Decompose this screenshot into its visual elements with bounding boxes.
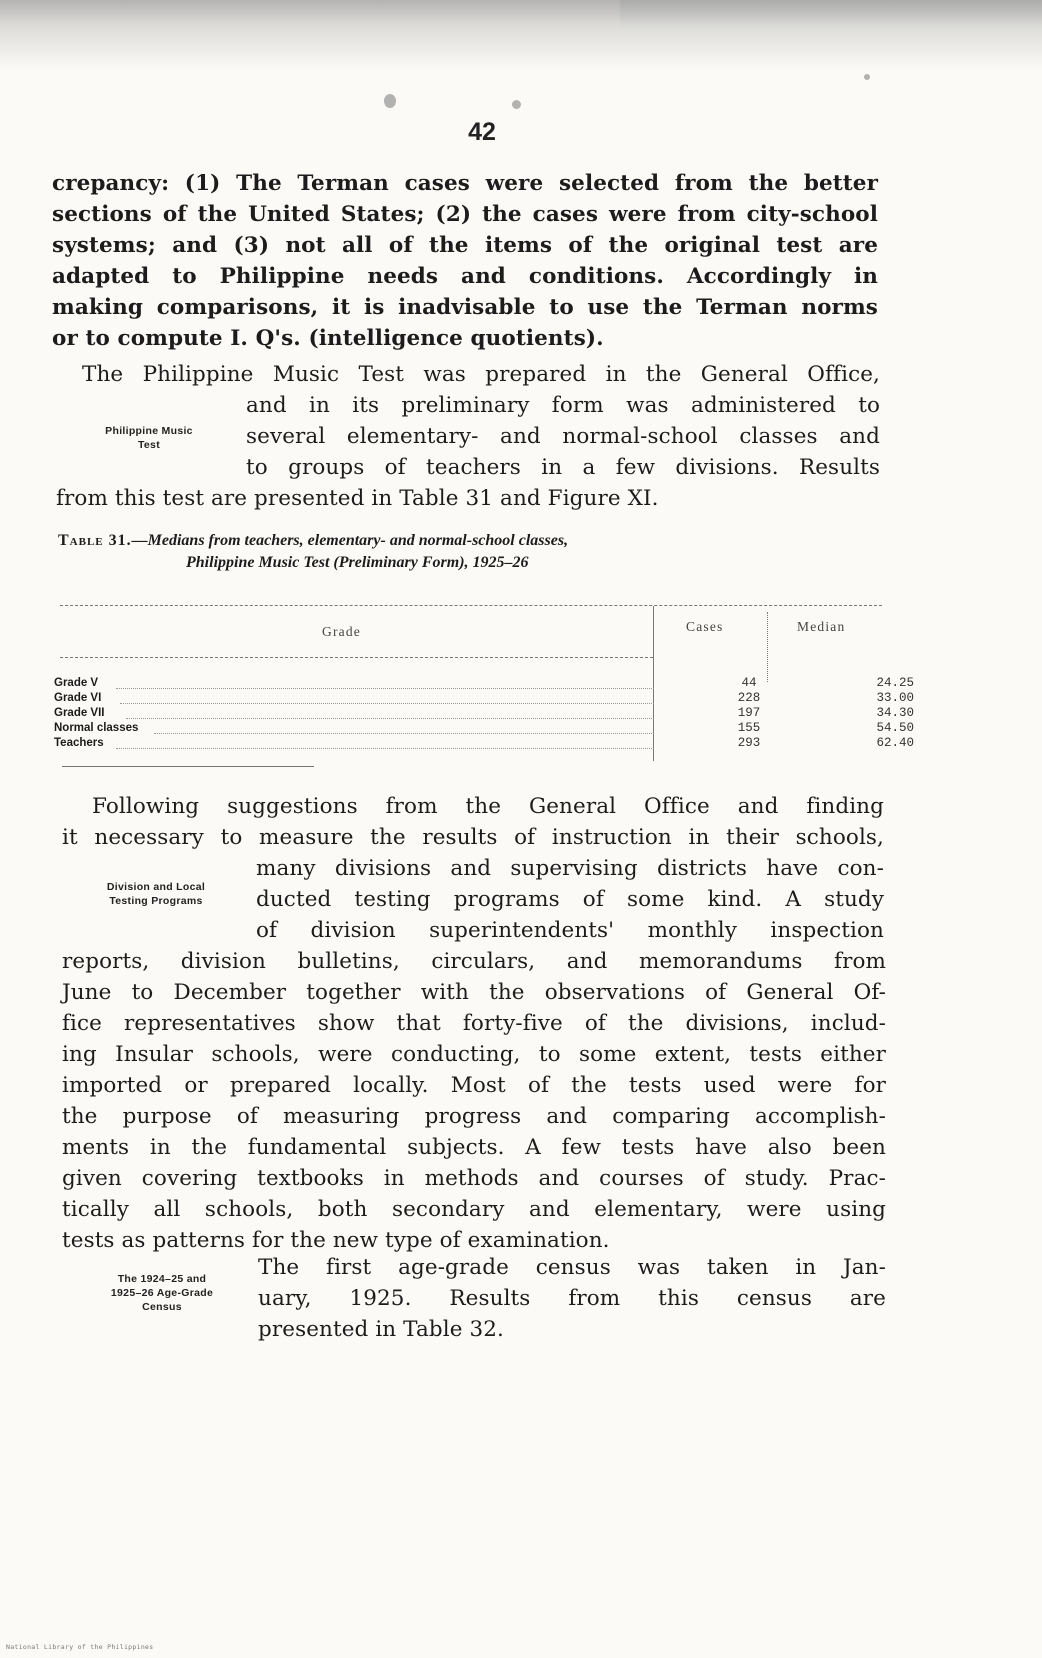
text-line: tically all schools, both secondary and elementary, were using — [62, 1197, 886, 1222]
paragraph-discrepancy — [52, 168, 878, 354]
table-cell-grade: Grade VI — [54, 692, 102, 704]
table-row — [54, 706, 914, 720]
sidenote-line: Testing Programs — [109, 895, 203, 907]
text-line: making comparisons, it is inadvisable to use the Terman norms — [52, 295, 878, 320]
paragraph-music-test-first — [82, 359, 880, 390]
text-line: ments in the fundamental subjects. A few tests have also been — [62, 1135, 886, 1160]
table-cell-median: 34.30 — [876, 706, 914, 720]
text-line: and in its preliminary form was administered to — [246, 393, 880, 418]
table-leader-dots — [116, 734, 654, 749]
text-line: systems; and (3) not all of the items of the original test are — [52, 233, 878, 258]
table-caption-line2: Philippine Music Test (Preliminary Form), 1925–26 — [186, 554, 529, 571]
sidenote-division-testing — [66, 880, 246, 908]
scan-speck — [384, 94, 396, 108]
table-row — [54, 691, 914, 705]
sidenote-line: Census — [142, 1301, 182, 1313]
page-number: 42 — [468, 118, 496, 146]
scan-speck — [864, 74, 870, 80]
text-line: from this test are presented in Table 31 and Figure XI. — [56, 486, 659, 511]
table-header-grade: Grade — [322, 624, 361, 639]
scan-top-shadow-right — [620, 0, 1042, 30]
text-line: several elementary- and normal-school classes and — [246, 424, 880, 449]
table-cell-median: 54.50 — [876, 721, 914, 735]
table-column-divider — [767, 612, 768, 682]
table-top-rule — [60, 605, 882, 606]
text-line: crepancy: (1) The Terman cases were selected from the better — [52, 171, 878, 196]
table-header-median: Median — [797, 619, 846, 634]
table-leader-dots — [120, 689, 654, 704]
table-row — [54, 736, 914, 750]
table-cell-grade: Normal classes — [54, 722, 139, 734]
sidenote-line: 1925–26 Age-Grade — [110, 1287, 214, 1299]
text-line: given covering textbooks in methods and courses of study. Prac- — [62, 1166, 886, 1191]
sidenote-line: Philippine Music — [105, 425, 193, 437]
sidenote-age-grade-census — [72, 1272, 252, 1314]
text-line: or to compute I. Q's. (intelligence quotients). — [52, 326, 604, 351]
paragraph-following-rest — [62, 946, 886, 1256]
table-header-cases: Cases — [686, 619, 724, 634]
table-cell-median: 24.25 — [876, 676, 914, 690]
text-line: it necessary to measure the results of instruction in their schools, — [62, 825, 884, 850]
table-leader-dots — [116, 674, 654, 689]
table-caption — [58, 530, 898, 574]
paragraph-music-test-last — [56, 483, 880, 514]
sidenote-line: Division and Local — [106, 881, 206, 893]
table-bottom-rule — [62, 766, 314, 767]
table-caption-line1: —Medians from teachers, elementary- and normal-school classes, — [131, 532, 569, 549]
table-leader-dots — [126, 704, 654, 719]
text-line: to groups of teachers in a few divisions. Results — [246, 455, 880, 480]
paragraph-following-first — [92, 791, 884, 822]
sidenote-line: The 1924–25 and — [117, 1273, 207, 1285]
text-line: presented in Table 32. — [258, 1317, 504, 1342]
table-cell-cases: 44 — [741, 676, 757, 690]
text-line: sections of the United States; (2) the cases were from city-school — [52, 202, 878, 227]
table-row — [54, 721, 914, 735]
text-line: imported or prepared locally. Most of the tests used were for — [62, 1073, 886, 1098]
text-line: June to December together with the observations of General Of- — [62, 980, 886, 1005]
text-line: the purpose of measuring progress and comparing accomplish- — [62, 1104, 886, 1129]
text-line: reports, division bulletins, circulars, and memorandums from — [62, 949, 886, 974]
sidenote-line: Test — [137, 439, 160, 451]
text-line: uary, 1925. Results from this census are — [258, 1286, 886, 1311]
table-caption-lead: Table 31. — [58, 532, 132, 549]
scan-footer: National Library of the Philippines — [6, 1643, 154, 1651]
scan-speck — [512, 100, 521, 109]
text-line: many divisions and supervising districts have con- — [256, 856, 884, 881]
table-leader-dots — [154, 719, 654, 734]
table-cell-cases: 155 — [737, 721, 761, 735]
text-line: ducted testing programs of some kind. A study — [256, 887, 884, 912]
table-cell-cases: 228 — [737, 691, 761, 705]
table-row — [54, 676, 914, 690]
text-line: The first age-grade census was taken in Jan- — [258, 1255, 886, 1280]
text-line: of division superintendents' monthly inspection — [256, 918, 884, 943]
text-line: tests as patterns for the new type of examination. — [62, 1228, 610, 1253]
paragraph-following-indented — [256, 853, 884, 946]
text-line: Following suggestions from the General Office and finding — [92, 794, 884, 819]
paragraph-music-test-indented — [246, 390, 880, 483]
text-line: adapted to Philippine needs and conditions. Accordingly in — [52, 264, 878, 289]
paragraph-age-grade-census — [258, 1252, 886, 1345]
text-line: fice representatives show that forty-five of the divisions, includ- — [62, 1011, 886, 1036]
text-line: The Philippine Music Test was prepared in the General Office, — [82, 362, 880, 387]
table-cell-median: 62.40 — [876, 736, 914, 750]
paragraph-following-second — [62, 822, 884, 853]
table-cell-grade: Grade VII — [54, 707, 105, 719]
table-cell-cases: 197 — [737, 706, 761, 720]
table-header-rule — [60, 657, 653, 658]
table-cell-grade: Teachers — [54, 737, 104, 749]
table-cell-median: 33.00 — [876, 691, 914, 705]
text-line: ing Insular schools, were conducting, to some extent, tests either — [62, 1042, 886, 1067]
table-cell-grade: Grade V — [54, 677, 99, 689]
table-cell-cases: 293 — [737, 736, 761, 750]
sidenote-music-test — [64, 424, 234, 452]
